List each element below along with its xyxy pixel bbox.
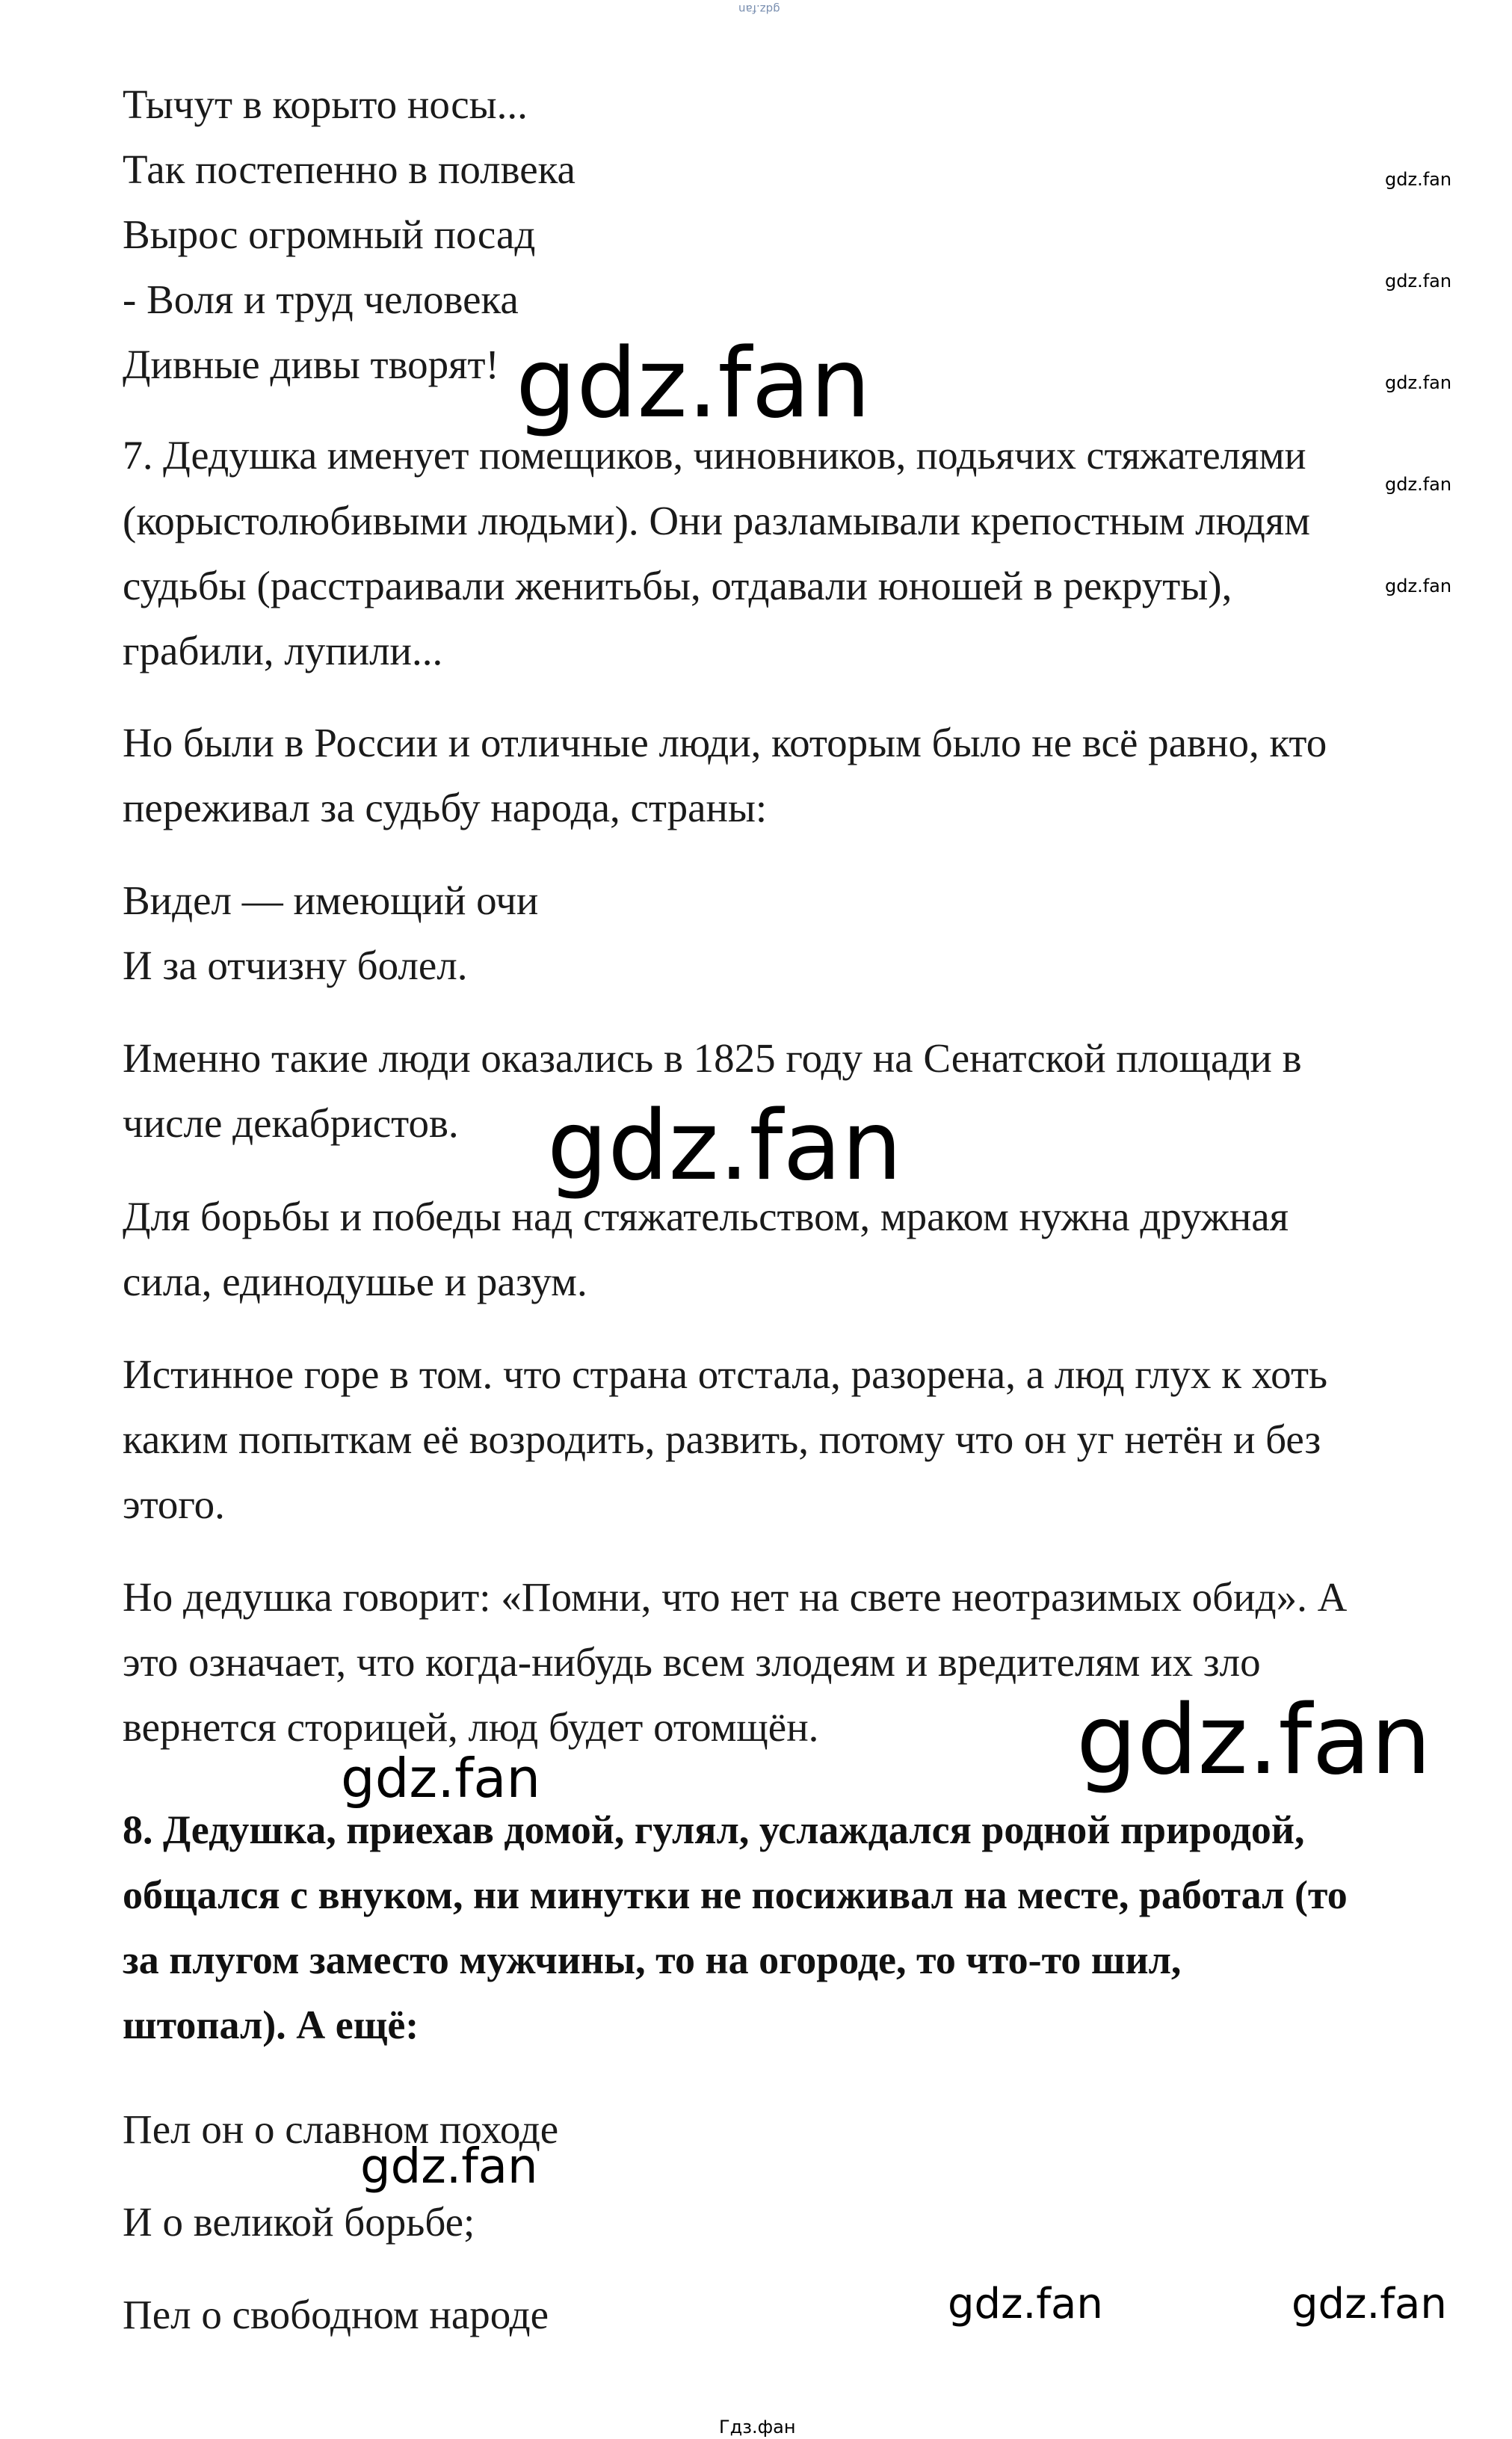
poem-1-line-5: Дивные дивы творят!: [123, 342, 499, 387]
section-7-line-3: судьбы (расстраивали женитьбы, отдавали юношей в рекруты),: [123, 563, 1232, 608]
section-8-line-4: штопал). А ещё:: [123, 2002, 419, 2047]
poem-3-line-1: Пел он о славном походе: [123, 2106, 559, 2152]
poem-1-line-1: Тычут в корыто носы...: [123, 81, 528, 127]
struggle-line-2: сила, единодушье и разум.: [123, 1259, 587, 1304]
p1825-line-1: Именно такие люди оказались в 1825 году на Сенатской площади в: [123, 1035, 1302, 1081]
watermark-footer: Гдз.фан: [719, 2417, 796, 2438]
russia-line-1: Но были в России и отличные люди, которым было не всё равно, кто: [123, 720, 1327, 765]
section-7-line-2: (корыстолюбивыми людьми). Они разламывали крепостным людям: [123, 498, 1310, 543]
section-8-line-2: общался с внуком, ни минутки не посиживал на месте, работал (то: [123, 1872, 1348, 1917]
watermark-top: gdz.fan: [738, 2, 780, 16]
watermark-big-1: gdz.fan: [516, 328, 871, 440]
grief-line-2: каким попыткам её возродить, развить, потому что он уг нетён и без: [123, 1416, 1321, 1462]
grief-line-1: Истинное горе в том. что страна отстала, разорена, а люд глух к хоть: [123, 1351, 1328, 1397]
watermark-right-5: gdz.fan: [1385, 576, 1452, 596]
struggle-line-1: Для борьбы и победы над стяжательством, мраком нужна дружная: [123, 1194, 1289, 1239]
watermark-big-3: gdz.fan: [1076, 1685, 1431, 1796]
section-8-line-1: 8. Дедушка, приехав домой, гулял, услаждался родной природой,: [123, 1807, 1305, 1852]
poem-1-line-4: - Воля и труд человека: [123, 277, 519, 322]
watermark-big-2: gdz.fan: [547, 1091, 902, 1202]
section-7-line-1: 7. Дедушка именует помещиков, чиновников, подьячих стяжателями: [123, 433, 1306, 478]
watermark-right-3: gdz.fan: [1385, 372, 1452, 393]
grandpa-line-1: Но дедушка говорит: «Помни, что нет на свете неотразимых обид». А: [123, 1574, 1348, 1620]
p1825-line-2: числе декабристов.: [123, 1100, 459, 1146]
poem-2-line-2: И за отчизну болел.: [123, 943, 468, 988]
watermark-mid-4: gdz.fan: [1292, 2280, 1447, 2328]
watermark-mid-2: gdz.fan: [360, 2139, 538, 2195]
poem-3-line-2: И о великой борьбе;: [123, 2199, 475, 2245]
watermark-right-4: gdz.fan: [1385, 474, 1452, 495]
watermark-right-2: gdz.fan: [1385, 271, 1452, 292]
section-7-line-4: грабили, лупили...: [123, 628, 443, 673]
grief-line-3: этого.: [123, 1481, 225, 1527]
watermark-mid-3: gdz.fan: [948, 2280, 1103, 2328]
watermark-right-1: gdz.fan: [1385, 169, 1452, 190]
poem-2-line-1: Видел — имеющий очи: [123, 878, 539, 923]
poem-1-line-2: Так постепенно в полвека: [123, 147, 576, 192]
watermark-mid-1: gdz.fan: [341, 1747, 541, 1810]
grandpa-line-2: это означает, что когда-нибудь всем злодеям и вредителям их зло: [123, 1639, 1261, 1685]
poem-1-line-3: Вырос огромный посад: [123, 212, 536, 257]
grandpa-line-3: вернется сторицей, люд будет отомщён.: [123, 1704, 819, 1750]
poem-3-line-3: Пел о свободном народе: [123, 2292, 549, 2337]
russia-line-2: переживал за судьбу народа, страны:: [123, 785, 768, 830]
section-8-line-3: за плугом заместо мужчины, то на огороде, то что-то шил,: [123, 1937, 1182, 1982]
